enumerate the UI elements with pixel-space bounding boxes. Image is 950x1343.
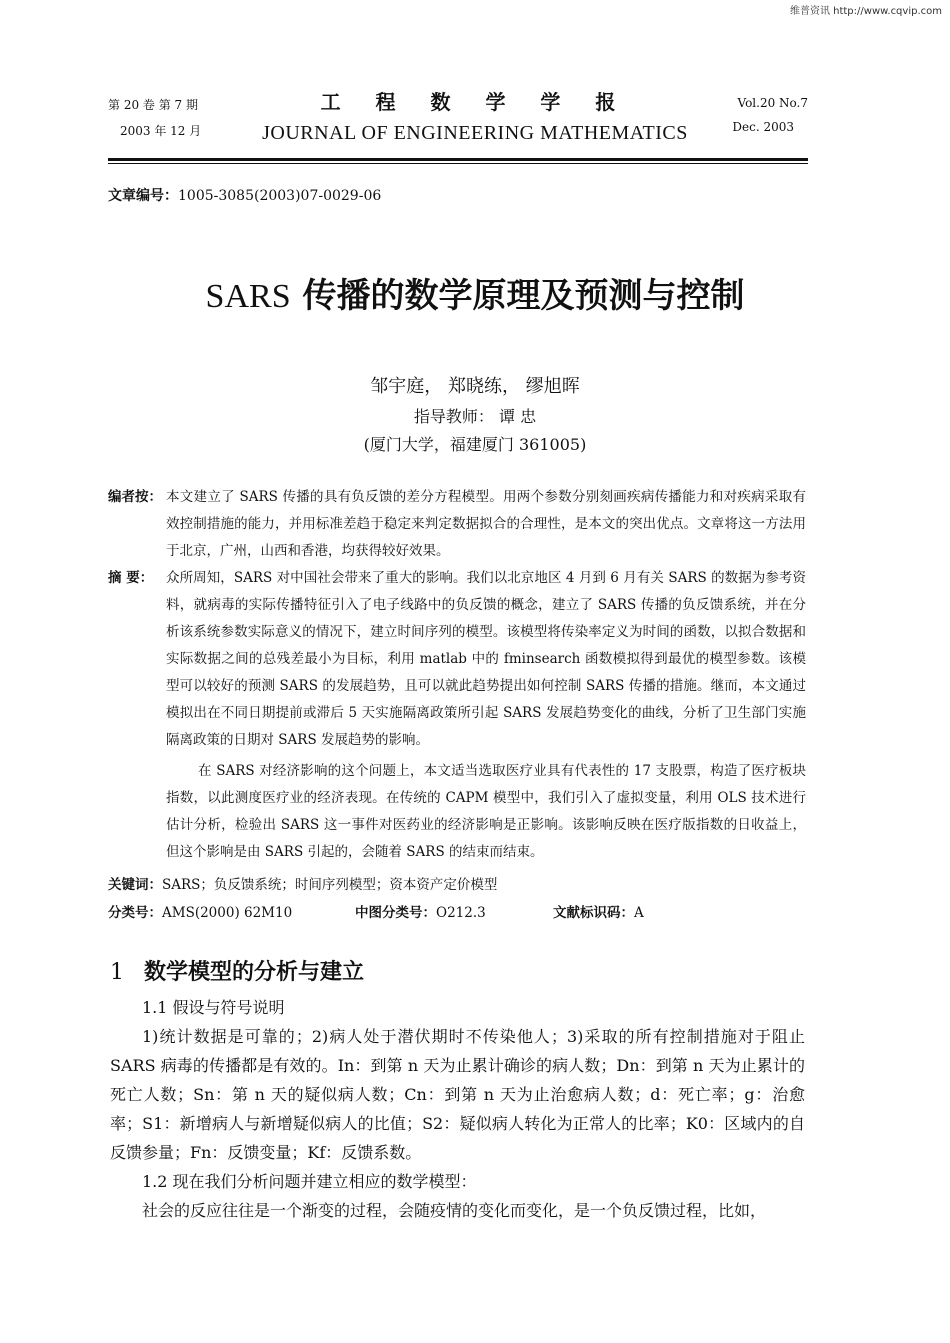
volume-en: Vol.20 No.7 [737, 96, 808, 110]
keywords-label: 关键词： [108, 877, 162, 893]
paper-title-en: SARS [205, 278, 291, 315]
abstract-label: 摘 要： [108, 570, 154, 586]
cn-classification-value: O212.3 [436, 905, 486, 921]
editor-note-label: 编者按： [108, 489, 162, 505]
cn-classification-label: 中图分类号： [355, 905, 436, 921]
date-cn: 2003 年 12 月 [120, 124, 202, 138]
paragraph-assumptions: 1)统计数据是可靠的；2)病人处于潜伏期时不传染他人；3)采取的所有控制措施对于阻止 SARS 病毒的传播都是有效的。In：到第 n 天为止累计确诊的病人数；Dn：到第 n 天为止累计的死亡人数；Sn：第 n 天的疑似病人数；Cn：到第 n 天为止治愈病人数；d：死亡率；g：治愈率；S1：新增病人与新增疑似病人的比值；S2：疑似病人转化为正常人的比率；K0：区域内的自反馈参量；Fn：反馈变量；Kf：反馈系数。 [110, 1027, 805, 1162]
journal-title-cn: 工 程 数 学 学 报 [320, 90, 630, 114]
volume-cn: 第 20 卷 第 7 期 [108, 98, 198, 112]
subsection-1-2: 1.2 现在我们分析问题并建立相应的数学模型： [142, 1172, 477, 1191]
section-number: 1 [110, 960, 124, 985]
keywords-value: SARS；负反馈系统；时间序列模型；资本资产定价模型 [162, 877, 498, 893]
document-code [553, 902, 644, 924]
date-en: Dec. 2003 [732, 120, 794, 134]
section-heading [110, 955, 364, 986]
article-number-value: 1005-3085(2003)07-0029-06 [178, 188, 382, 204]
classification [108, 902, 292, 924]
paragraph-feedback: 社会的反应往往是一个渐变的过程，会随疫情的变化而变化，是一个负反馈过程，比如， [142, 1201, 767, 1220]
paper-title-cn: 传播的数学原理及预测与控制 [290, 276, 745, 316]
advisor: 指导教师： 谭 忠 [413, 407, 537, 426]
header-rule-thick [108, 158, 808, 161]
article-number-label: 文章编号： [108, 188, 178, 204]
classification-label: 分类号： [108, 905, 162, 921]
editor-note-text: 本文建立了 SARS 传播的具有负反馈的差分方程模型。用两个参数分别刻画疾病传播能力和对疾病采取有效控制措施的能力，并用标准差趋于稳定来判定数据拟合的合理性，是本文的突出优点。文章将这一方法用于北京，广州，山西和香港，均获得较好效果。 [166, 489, 806, 559]
paper-title [0, 268, 950, 317]
watermark: 维普资讯 http://www.cqvip.com [789, 6, 942, 17]
authors: 邹宇庭， 郑晓练， 缪旭晖 [370, 376, 580, 397]
document-code-value: A [634, 905, 644, 921]
affiliation: (厦门大学，福建厦门 361005) [363, 435, 587, 454]
article-number [108, 185, 381, 205]
header-rule-thin [108, 163, 808, 164]
keywords [108, 874, 497, 896]
classification-value: AMS(2000) 62M10 [162, 905, 293, 921]
section-title: 数学模型的分析与建立 [144, 959, 365, 985]
cn-classification [355, 902, 486, 924]
abstract-paragraph-2: 在 SARS 对经济影响的这个问题上，本文适当选取医疗业具有代表性的 17 支股票，构造了医疗板块指数，以此测度医疗业的经济表现。在传统的 CAPM 模型中，我们引入了虚拟变量，利用 OLS 技术进行估计分析，检验出 SARS 这一事件对医药业的经济影响是正影响。该影响反映在医疗版指数的日收益上，但这个影响是由 SARS 引起的，会随着 SARS 的结束而结束。 [166, 763, 806, 860]
document-code-label: 文献标识码： [553, 905, 634, 921]
subsection-1-1: 1.1 假设与符号说明 [142, 998, 285, 1017]
journal-title-en: JOURNAL OF ENGINEERING MATHEMATICS [262, 122, 688, 144]
abstract-paragraph-1: 众所周知，SARS 对中国社会带来了重大的影响。我们以北京地区 4 月到 6 月有关 SARS 的数据为参考资料，就病毒的实际传播特征引入了电子线路中的负反馈的概念，建立了 SARS 传播的负反馈系统，并在分析该系统参数实际意义的情况下，建立时间序列的模型。该模型将传染率定义为时间的函数，以拟合数据和实际数据之间的总残差最小为目标，利用 matlab 中的 fminsearch 函数模拟得到最优的模型参数。该模型可以较好的预测 SARS 的发展趋势，且可以就此趋势提出如何控制 SARS 传播的措施。继而，本文通过模拟出在不同日期提前或滞后 5 天实施隔离政策所引起 SARS 发展趋势变化的曲线，分析了卫生部门实施隔离政策的日期对 SARS 发展趋势的影响。 [166, 570, 806, 748]
